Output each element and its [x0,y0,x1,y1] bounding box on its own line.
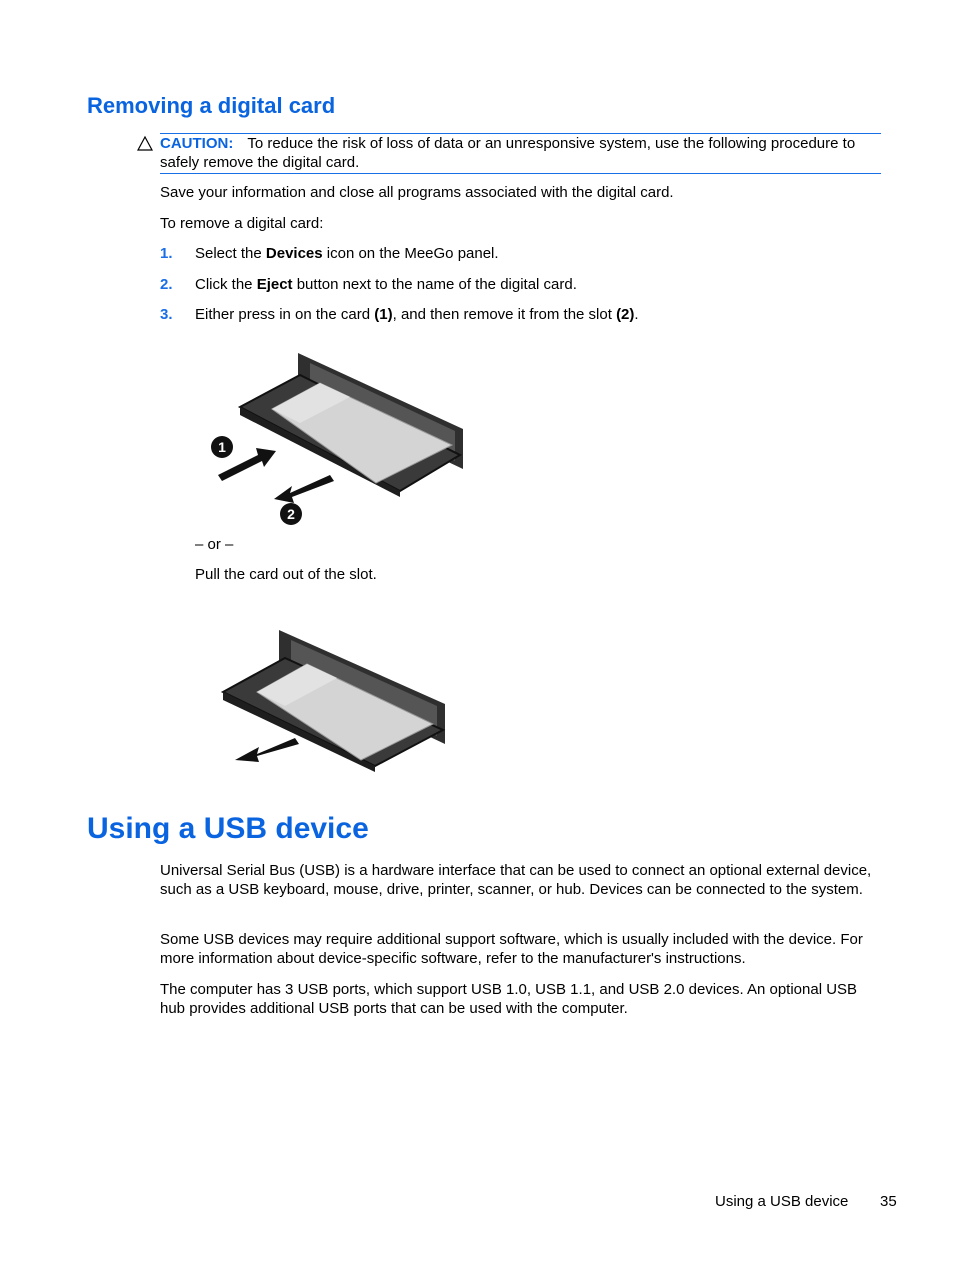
caution-triangle-icon [137,135,153,151]
step-3: 3. Either press in on the card (1), and then remove it from the slot (2). [160,306,639,323]
card-removal-figure-2 [215,620,460,775]
caution-text: To reduce the risk of loss of data or an unresponsive system, use the following procedure to safely remove the digital card. [160,135,856,171]
callout-2-label: 2 [287,506,295,522]
card-removal-figure-1 [200,345,475,530]
alt-step: Pull the card out of the slot. [195,566,377,583]
caution-note [160,134,876,172]
callout-1-label: 1 [218,439,226,455]
footer-title: Using a USB device [715,1193,849,1210]
step-1: 1. Select the Devices icon on the MeeGo panel. [160,245,499,262]
lead-paragraph: To remove a digital card: [160,215,324,232]
intro-paragraph: Save your information and close all programs associated with the digital card. [160,184,674,201]
step-number: 3. [160,306,173,323]
or-separator: – or – [195,536,234,553]
arrow-pull-icon [274,475,334,503]
caution-label: CAUTION: [160,135,234,152]
arrow-pull-icon [235,738,299,762]
chapter-heading: Using a USB device [87,812,369,845]
step-2: 2. Click the Eject button next to the name of the digital card. [160,276,577,293]
page-number: 35 [880,1193,897,1210]
step-number: 2. [160,276,173,293]
usb-paragraph-1: Universal Serial Bus (USB) is a hardware interface that can be used to connect an optional external device, such as a USB keyboard, mouse, drive, printer, scanner, or hub. Devices can be connected to the system. [160,862,872,898]
section-heading: Removing a digital card [87,93,336,118]
step-number: 1. [160,245,173,262]
usb-paragraph-2: Some USB devices may require additional support software, which is usually included with the device. For more information about device-specific software, refer to the manufacturer's instructions. [160,931,863,967]
usb-paragraph-3: The computer has 3 USB ports, which support USB 1.0, USB 1.1, and USB 2.0 devices. An optional USB hub provides additional USB ports that can be used with the computer. [160,981,858,1017]
